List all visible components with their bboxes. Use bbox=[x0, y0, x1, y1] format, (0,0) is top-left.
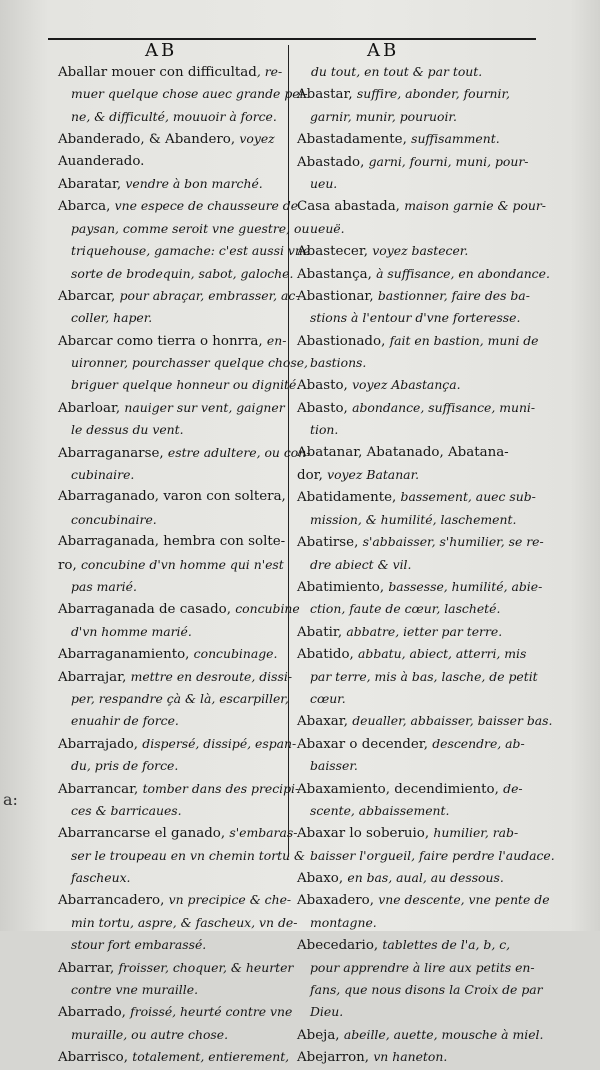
entry-line bbox=[297, 867, 535, 889]
definition-text: d'vn homme marié. bbox=[71, 623, 192, 639]
entry-line bbox=[58, 710, 280, 732]
definition-text: baisser l'orgueil, faire perdre l'audace. bbox=[310, 847, 555, 863]
definition-text: de- bbox=[503, 780, 523, 796]
right-column bbox=[297, 61, 555, 1069]
headword-text: Abaxar lo soberuio, bbox=[297, 826, 434, 842]
entry-line bbox=[297, 419, 535, 441]
definition-text: sorte de brodequin, sabot, galoche. bbox=[71, 265, 294, 281]
definition-text: vne espece de chausseure de bbox=[114, 198, 299, 214]
entry-line bbox=[58, 509, 280, 531]
definition-text: abbatre, ietter par terre. bbox=[346, 623, 503, 639]
entry-line bbox=[58, 979, 280, 1001]
definition-text: totalement, entierement, bbox=[132, 1049, 290, 1065]
headword-text: Abarcar como tierra o honrra, bbox=[58, 333, 267, 349]
entry-line bbox=[297, 576, 543, 598]
definition-text: maison garnie & pour- bbox=[404, 198, 546, 214]
definition-text: bastionner, faire des ba- bbox=[377, 287, 530, 303]
entry-line bbox=[297, 666, 538, 688]
entry-line bbox=[297, 957, 535, 979]
definition-text: Dieu. bbox=[310, 1004, 344, 1020]
entry-line bbox=[297, 374, 535, 396]
entry-line bbox=[58, 912, 298, 934]
definition-text: mettre en desroute, dissi- bbox=[130, 668, 293, 684]
entry-line bbox=[58, 867, 280, 889]
entry-line bbox=[297, 934, 535, 956]
definition-text: suffire, abonder, fournir, bbox=[356, 86, 510, 102]
definition-text: tablettes de l'a, b, c, bbox=[382, 937, 511, 953]
running-head-right: AB bbox=[367, 40, 400, 61]
definition-text: garni, fourni, muni, pour- bbox=[368, 153, 529, 169]
definition-text: voyez Abastança. bbox=[352, 377, 461, 393]
entry-line bbox=[58, 307, 280, 329]
headword-text: Abarraganado, varon con soltera, bbox=[58, 489, 286, 505]
entry-line bbox=[58, 442, 311, 464]
definition-text: s'abbaisser, s'humilier, se re- bbox=[362, 534, 544, 550]
definition-text: deualler, abbaisser, baisser bas. bbox=[352, 713, 553, 729]
headword-text: Abastar, bbox=[297, 87, 357, 103]
definition-text: par terre, mis à bas, lasche, de petit bbox=[310, 668, 538, 684]
definition-text: muraille, ou autre chose. bbox=[71, 1026, 229, 1042]
definition-text: ction, faute de cœur, lascheté. bbox=[310, 601, 501, 617]
definition-text: tomber dans des precipi- bbox=[142, 780, 300, 796]
definition-text: montagne. bbox=[310, 914, 377, 930]
definition-text: enuahir de force. bbox=[71, 713, 179, 729]
headword-text: Abastadamente, bbox=[297, 132, 412, 148]
entry-line bbox=[297, 240, 535, 262]
entry-line bbox=[58, 531, 286, 553]
entry-line bbox=[58, 733, 297, 755]
headword-text: Abaxadero, bbox=[297, 893, 379, 909]
definition-text: vn precipice & che- bbox=[168, 892, 292, 908]
definition-text: pas marié. bbox=[71, 578, 137, 594]
header-rule bbox=[48, 38, 536, 40]
definition-text: pour abraçar, embrasser, ac- bbox=[119, 287, 300, 303]
headword-text: Abarrancadero, bbox=[58, 893, 169, 909]
entry-line bbox=[297, 979, 543, 1001]
entry-line bbox=[58, 1046, 290, 1068]
entry-line bbox=[297, 285, 535, 307]
entry-line bbox=[297, 106, 535, 128]
entry-line bbox=[58, 352, 308, 374]
entry-line bbox=[297, 710, 553, 732]
entry-line bbox=[297, 464, 535, 486]
definition-text: tion. bbox=[310, 422, 339, 438]
entry-line bbox=[297, 509, 535, 531]
definition-text: bassement, auec sub- bbox=[400, 489, 536, 505]
entry-line bbox=[297, 61, 535, 83]
headword-text: Abatimiento, bbox=[297, 579, 389, 595]
headword-text: Abarrisco, bbox=[58, 1050, 133, 1066]
entry-line bbox=[58, 374, 301, 396]
headword-text: Casa abastada, bbox=[297, 199, 405, 215]
entry-line bbox=[58, 240, 311, 262]
headword-text: Abatirse, bbox=[297, 535, 363, 551]
entry-line bbox=[58, 688, 289, 710]
definition-text: concubinage. bbox=[193, 646, 278, 662]
entry-line bbox=[58, 83, 308, 105]
headword-text: Abarloar, bbox=[58, 400, 125, 416]
definition-text: fascheux. bbox=[71, 870, 131, 886]
entry-line bbox=[58, 330, 287, 352]
entry-line bbox=[297, 598, 535, 620]
headword-text: Abarrancarse el ganado, bbox=[58, 826, 230, 842]
definition-text: bassesse, humilité, abie- bbox=[388, 578, 543, 594]
entry-line bbox=[58, 218, 310, 240]
headword-text: Abatanar, Abatanado, Abatana- bbox=[297, 444, 509, 460]
entry-line bbox=[58, 889, 292, 911]
definition-text: nauiger sur vent, gaigner bbox=[124, 399, 285, 415]
definition-text: le dessus du vent. bbox=[71, 422, 184, 438]
entry-line bbox=[58, 151, 280, 173]
entry-line bbox=[297, 151, 535, 173]
headword-text: Abejarron, bbox=[297, 1050, 374, 1066]
entry-line bbox=[58, 419, 280, 441]
definition-text: pour apprendre à lire aux petits en- bbox=[310, 959, 535, 975]
headword-text: Abanderado, & Abandero, bbox=[58, 132, 240, 148]
entry-line bbox=[297, 778, 535, 800]
headword-text: Abatido, bbox=[297, 647, 359, 663]
definition-text: estre adultere, ou con- bbox=[167, 444, 311, 460]
definition-text: garnir, munir, pouruoir. bbox=[310, 108, 457, 124]
headword-text: Abastado, bbox=[297, 154, 369, 170]
edge-mark: a: bbox=[3, 790, 18, 809]
entry-line bbox=[58, 128, 280, 150]
definition-text: froisser, choquer, & heurter bbox=[118, 959, 294, 975]
definition-text: per, respandre çà & là, escarpiller, bbox=[71, 690, 289, 706]
headword-text: Abecedario, bbox=[297, 938, 383, 954]
entry-line bbox=[297, 330, 539, 352]
definition-text: vne descente, vne pente de bbox=[378, 892, 550, 908]
headword-text: Abastecer, bbox=[297, 244, 373, 260]
entry-line bbox=[297, 845, 555, 867]
definition-text: ces & barricaues. bbox=[71, 802, 182, 818]
definition-text: à suffisance, en abondance. bbox=[376, 265, 550, 281]
running-head-left: AB bbox=[145, 40, 178, 61]
definition-text: cubinaire. bbox=[71, 467, 135, 483]
entry-line bbox=[58, 486, 286, 508]
entry-line bbox=[58, 1024, 280, 1046]
entry-line bbox=[58, 554, 284, 576]
definition-text: briguer quelque honneur ou dignité. bbox=[71, 377, 301, 393]
entry-line bbox=[297, 307, 535, 329]
entry-line bbox=[297, 554, 535, 576]
definition-text: stions à l'entour d'vne forteresse. bbox=[310, 310, 521, 326]
entry-line bbox=[58, 822, 298, 844]
definition-text: abeille, auette, mousche à miel. bbox=[343, 1026, 544, 1042]
entry-line bbox=[297, 263, 550, 285]
definition-text: coller, haper. bbox=[71, 310, 153, 326]
entry-line bbox=[297, 643, 535, 665]
headword-text: Abastionado, bbox=[297, 333, 390, 349]
definition-text: triquehouse, gamache: c'est aussi vne bbox=[71, 243, 311, 259]
definition-text: concubine bbox=[235, 601, 300, 617]
headword-text: Abarraganarse, bbox=[58, 445, 168, 461]
entry-line bbox=[58, 934, 280, 956]
definition-text: scente, abbaissement. bbox=[310, 802, 450, 818]
headword-text: Abeja, bbox=[297, 1027, 344, 1043]
headword-text: Abarrado, bbox=[58, 1005, 131, 1021]
definition-text: voyez bastecer. bbox=[372, 243, 469, 259]
definition-text: mission, & humilité, laschement. bbox=[310, 511, 517, 527]
headword-text: Abarrancar, bbox=[58, 781, 143, 797]
entry-line bbox=[297, 621, 535, 643]
definition-text: en bas, aual, au dessous. bbox=[347, 870, 504, 886]
left-column bbox=[58, 61, 311, 1069]
definition-text: fans, que nous disons la Croix de par bbox=[310, 982, 543, 998]
headword-text: Abasto, bbox=[297, 400, 353, 416]
entry-line bbox=[58, 778, 300, 800]
definition-text: humilier, rab- bbox=[433, 825, 519, 841]
definition-text: , re- bbox=[256, 64, 283, 79]
definition-text: abondance, suffisance, muni- bbox=[352, 399, 536, 415]
headword-text: Abarraganamiento, bbox=[58, 647, 194, 663]
entry-line bbox=[58, 621, 280, 643]
definition-text: ne, & difficulté, mouuoir à force. bbox=[71, 108, 277, 124]
definition-text: cœur. bbox=[310, 690, 346, 706]
definition-text: du tout, en tout & par tout. bbox=[311, 64, 483, 79]
definition-text: fait en bastion, muni de bbox=[389, 332, 539, 348]
entry-line bbox=[297, 733, 535, 755]
entry-line bbox=[58, 106, 280, 128]
definition-text: voyez Batanar. bbox=[327, 467, 420, 483]
entry-line bbox=[297, 1046, 535, 1068]
definition-text: stour fort embarassé. bbox=[71, 937, 207, 953]
definition-text: min tortu, aspre, & fascheux, vn de- bbox=[71, 914, 298, 930]
entry-line bbox=[297, 800, 535, 822]
entry-line bbox=[297, 128, 535, 150]
definition-text: muer quelque chose auec grande pei- bbox=[71, 86, 308, 102]
headword-text: Abarraganada, hembra con solte- bbox=[58, 534, 286, 550]
definition-text: vendre à bon marché. bbox=[125, 175, 263, 191]
definition-text: concubinaire. bbox=[71, 511, 157, 527]
definition-text: voyez bbox=[239, 131, 275, 147]
headword-text: dor, bbox=[297, 468, 328, 484]
entry-line bbox=[58, 397, 285, 419]
headword-text: Abarraganada de casado, bbox=[58, 602, 236, 618]
definition-text: uironner, pourchasser quelque chose, bbox=[71, 355, 308, 371]
headword-text: Abastança, bbox=[297, 266, 377, 282]
entry-line bbox=[297, 352, 535, 374]
entry-line bbox=[58, 173, 280, 195]
definition-text: du, pris de force. bbox=[71, 758, 179, 774]
entry-line bbox=[297, 83, 535, 105]
entry-line bbox=[58, 1001, 293, 1023]
entry-line bbox=[297, 822, 535, 844]
definition-text: contre vne muraille. bbox=[71, 982, 199, 998]
entry-line bbox=[297, 442, 535, 464]
headword-text: Abaxar, bbox=[297, 714, 353, 730]
entry-line bbox=[58, 800, 280, 822]
definition-text: ueuë. bbox=[310, 220, 345, 236]
entry-line bbox=[297, 755, 535, 777]
entry-line bbox=[58, 285, 300, 307]
definition-text: ueu. bbox=[310, 175, 338, 191]
definition-text: bastions. bbox=[310, 355, 367, 371]
entry-line bbox=[58, 666, 293, 688]
headword-text: Abasto, bbox=[297, 378, 353, 394]
entry-line bbox=[297, 218, 535, 240]
headword-text: Abaratar, bbox=[58, 176, 126, 192]
headword-text: Abarrajado, bbox=[58, 736, 143, 752]
definition-text: en- bbox=[266, 332, 287, 348]
definition-text: suffisamment. bbox=[411, 131, 500, 147]
headword-text: ro, bbox=[58, 557, 81, 573]
headword-text: Aballar mouer con difficultad bbox=[58, 65, 257, 80]
entry-line bbox=[58, 61, 283, 83]
entry-line bbox=[58, 755, 280, 777]
entry-line bbox=[297, 688, 535, 710]
headword-text: Abarca, bbox=[58, 199, 115, 215]
entry-line bbox=[58, 464, 280, 486]
entry-line bbox=[58, 957, 294, 979]
entry-line bbox=[297, 531, 544, 553]
headword-text: Abaxo, bbox=[297, 871, 348, 887]
headword-text: Abarcar, bbox=[58, 288, 120, 304]
headword-text: Auanderado. bbox=[58, 153, 145, 169]
entry-line bbox=[58, 263, 294, 285]
entry-line bbox=[297, 486, 535, 508]
headword-text: Abatidamente, bbox=[297, 490, 401, 506]
definition-text: dre abiect & vil. bbox=[310, 556, 412, 572]
entry-line bbox=[58, 845, 306, 867]
definition-text: vn haneton. bbox=[373, 1049, 448, 1065]
definition-text: abbatu, abiect, atterri, mis bbox=[358, 646, 527, 662]
entry-line bbox=[297, 195, 546, 217]
entry-line bbox=[58, 643, 280, 665]
entry-line bbox=[58, 598, 300, 620]
entry-line bbox=[297, 1024, 544, 1046]
entry-line bbox=[297, 912, 535, 934]
headword-text: Abaxamiento, decendimiento, bbox=[297, 781, 504, 797]
entry-line bbox=[297, 889, 550, 911]
headword-text: Abarrajar, bbox=[58, 669, 131, 685]
entry-line bbox=[58, 195, 299, 217]
definition-text: paysan, comme seroit vne guestre, ou bbox=[71, 220, 310, 236]
headword-text: Abarrar, bbox=[58, 960, 119, 976]
definition-text: ser le troupeau en vn chemin tortu & bbox=[71, 847, 306, 863]
headword-text: Abatir, bbox=[297, 624, 347, 640]
headword-text: Abaxar o decender, bbox=[297, 736, 433, 752]
definition-text: descendre, ab- bbox=[432, 735, 525, 751]
definition-text: dispersé, dissipé, espan- bbox=[142, 735, 297, 751]
entry-line bbox=[58, 576, 280, 598]
headword-text: Abastionar, bbox=[297, 288, 378, 304]
entry-line bbox=[297, 173, 535, 195]
entry-line bbox=[297, 397, 535, 419]
definition-text: s'embaras- bbox=[229, 825, 298, 841]
definition-text: baisser. bbox=[310, 758, 358, 774]
entry-line bbox=[297, 1001, 535, 1023]
definition-text: concubine d'vn homme qui n'est bbox=[80, 556, 284, 572]
definition-text: froissé, heurté contre vne bbox=[130, 1004, 293, 1020]
